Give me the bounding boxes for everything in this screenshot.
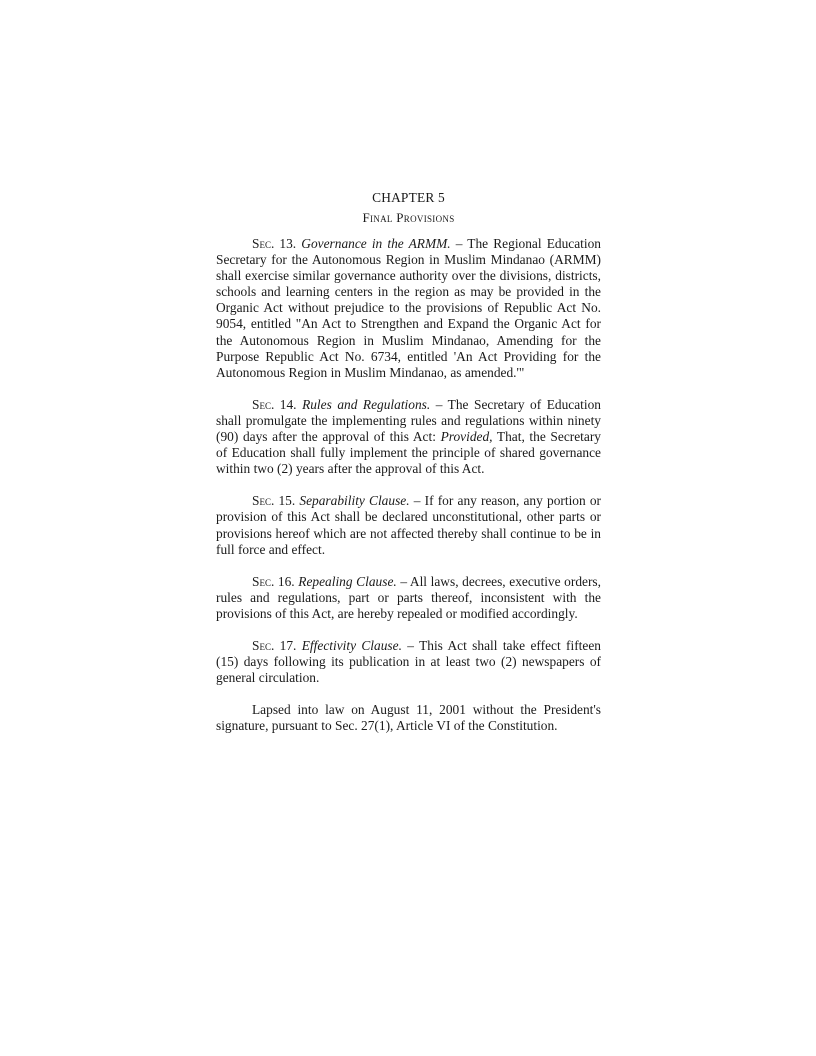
section-body: – The Regional Education Secretary for the Autonomous Region in Muslim Mindanao (ARMM) shall exercise similar governance authority over the divisions, districts, schools and learning centers in the region as may be provided in the Organic Act without prejudice to the provisions of Republic Act No. 9054, entitled "An Act to Strengthen and Expand the Organic Act for the Autonomous Region in Muslim Mindanao, Amending for the Purpose Republic Act No. 6734, entitled 'An Act Providing for the Autonomous Region in Muslim Mindanao, as amended.'" bbox=[216, 236, 601, 380]
section-16 bbox=[216, 574, 601, 622]
enactment-note: Lapsed into law on August 11, 2001 without the President's signature, pursuant to Sec. 27(1), Article VI of the Constitution. bbox=[216, 702, 601, 734]
section-13 bbox=[216, 236, 601, 381]
section-label: Sec. 16. bbox=[252, 573, 295, 589]
section-title: Effectivity Clause. bbox=[301, 637, 402, 653]
section-14 bbox=[216, 397, 601, 477]
section-17 bbox=[216, 638, 601, 686]
section-label: Sec. 17. bbox=[252, 637, 297, 653]
section-label: Sec. 13. bbox=[252, 236, 297, 251]
section-body-continued: That, the Secretary of Education shall fully implement the principle of shared governance within two (2) years after the approval of this Act. bbox=[216, 429, 601, 477]
section-body: – The Secretary of Education shall promulgate the implementing rules and regulations within ninety (90) days after the approval of this Act: bbox=[216, 396, 601, 445]
proviso-term: Provided, bbox=[440, 429, 493, 445]
document-page bbox=[216, 190, 601, 734]
section-body: – If for any reason, any portion or provision of this Act shall be declared unconstitutional, other parts or provisions hereof which are not affected thereby shall continue to be in full force and effect. bbox=[216, 493, 602, 557]
section-15 bbox=[216, 493, 601, 557]
chapter-title: Final Provisions bbox=[362, 210, 455, 225]
section-title: Repealing Clause. bbox=[298, 573, 397, 589]
section-title: Rules and Regulations. bbox=[302, 396, 431, 412]
section-label: Sec. 14. bbox=[252, 396, 297, 412]
section-title: Separability Clause. bbox=[299, 493, 410, 509]
section-body: – This Act shall take effect fifteen (15) days following its publication in at least two (2) newspapers of general circulation. bbox=[216, 637, 601, 686]
chapter-number: CHAPTER 5 bbox=[372, 190, 445, 205]
section-title: Governance in the ARMM. bbox=[301, 236, 451, 251]
section-label: Sec. 15. bbox=[252, 493, 296, 509]
section-body: – All laws, decrees, executive orders, rules and regulations, part or parts thereof, inconsistent with the provisions of this Act, are hereby repealed or modified accordingly. bbox=[216, 573, 601, 621]
